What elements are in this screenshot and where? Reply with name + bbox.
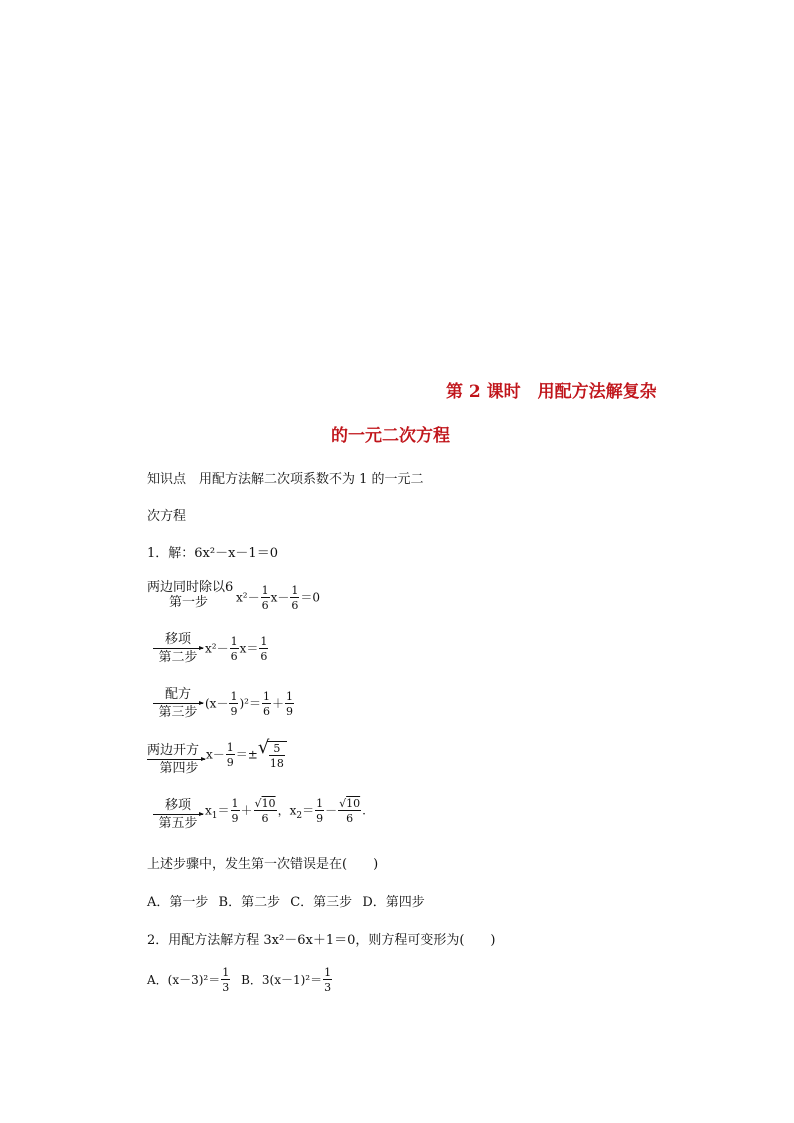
step3-result: (x－ $\frac{1}{9}$ )²＝ $\frac{1}{6}$ ＋ $\frac{1}{9}$ (205, 690, 293, 718)
q1-question: 上述步骤中，发生第一次错误是在( ) (147, 857, 379, 872)
step1-above: 两边同时除以6 (147, 580, 234, 595)
frac-1-9: $\frac{1}{9}$ (231, 797, 239, 825)
frac-1-9: $\frac{1}{9}$ (316, 797, 324, 825)
step5-below: 第五步 (158, 816, 198, 831)
frac-sqrt10-6: $\frac{√10}{6}$ (254, 797, 276, 825)
q2-option-b[interactable]: B．3(x－1)²＝ $\frac{1}{3}$ (241, 966, 332, 994)
frac-1-6: $\frac{1}{6}$ (230, 635, 238, 663)
lesson-title-line1: 第 2 课时 用配方法解复杂 (446, 382, 657, 402)
step2-above: 移项 (164, 632, 191, 647)
step5-result: $x_1=$ $\frac{1}{9}$ ＋ $\frac{√10}{6}$ ，$x_2=$ $\frac{1}{9}$ － $\frac{√10}{6}$ . (205, 797, 366, 825)
q2-options (147, 967, 333, 993)
frac-1-6: $\frac{1}{6}$ (260, 635, 268, 663)
step2-below: 第二步 (158, 650, 198, 665)
frac-1-9: $\frac{1}{9}$ (285, 690, 293, 718)
step5-arrow (153, 799, 203, 831)
option-d[interactable]: D．第四步 (362, 895, 425, 910)
step3-above: 配方 (164, 687, 191, 702)
step1-result: x²－ $\frac{1}{6}$ x－ $\frac{1}{6}$ ＝0 (236, 584, 321, 612)
step4-above: 两边开方 (147, 743, 200, 758)
knowledge-point-line1: 知识点 用配方法解二次项系数不为 1 的一元二 (147, 472, 424, 487)
lesson-title-line2: 的一元二次方程 (331, 426, 450, 446)
frac-1-6: $\frac{1}{6}$ (262, 690, 270, 718)
step2-result: x²－ $\frac{1}{6}$ x＝ $\frac{1}{6}$ (205, 635, 268, 663)
option-a[interactable]: A．第一步 (147, 895, 209, 910)
frac-1-3: $\frac{1}{3}$ (222, 966, 230, 994)
frac-1-3: $\frac{1}{3}$ (324, 966, 332, 994)
step3-arrow (153, 688, 203, 720)
step4-arrow (147, 744, 205, 776)
step2-arrow (153, 633, 203, 665)
frac-1-6: $\frac{1}{6}$ (261, 584, 269, 612)
frac-1-6: $\frac{1}{6}$ (291, 584, 299, 612)
q2-question: 2．用配方法解方程 3x²－6x＋1＝0，则方程可变形为( ) (147, 933, 496, 948)
option-c[interactable]: C．第三步 (290, 895, 353, 910)
step4-below: 第四步 (159, 761, 199, 776)
step4-result: x－ $\frac{1}{9}$ ＝± √ $\frac{5}{18}$ (206, 741, 287, 769)
knowledge-point-line2: 次方程 (147, 509, 187, 524)
q2-option-a[interactable]: A．(x－3)²＝ $\frac{1}{3}$ (147, 966, 230, 994)
step1-arrow (147, 580, 235, 610)
step5-above: 移项 (164, 798, 191, 813)
step1-below: 第一步 (169, 595, 209, 610)
option-b[interactable]: B．第二步 (218, 895, 281, 910)
step3-below: 第三步 (158, 705, 198, 720)
frac-sqrt10-6: $\frac{√10}{6}$ (339, 797, 361, 825)
frac-1-9: $\frac{1}{9}$ (226, 741, 234, 769)
q1-options (147, 891, 425, 910)
sqrt-5-18: √ $\frac{5}{18}$ (258, 741, 287, 769)
frac-1-9: $\frac{1}{9}$ (230, 690, 238, 718)
q1-equation: 1．解：6x²－x－1＝0 (147, 546, 278, 561)
